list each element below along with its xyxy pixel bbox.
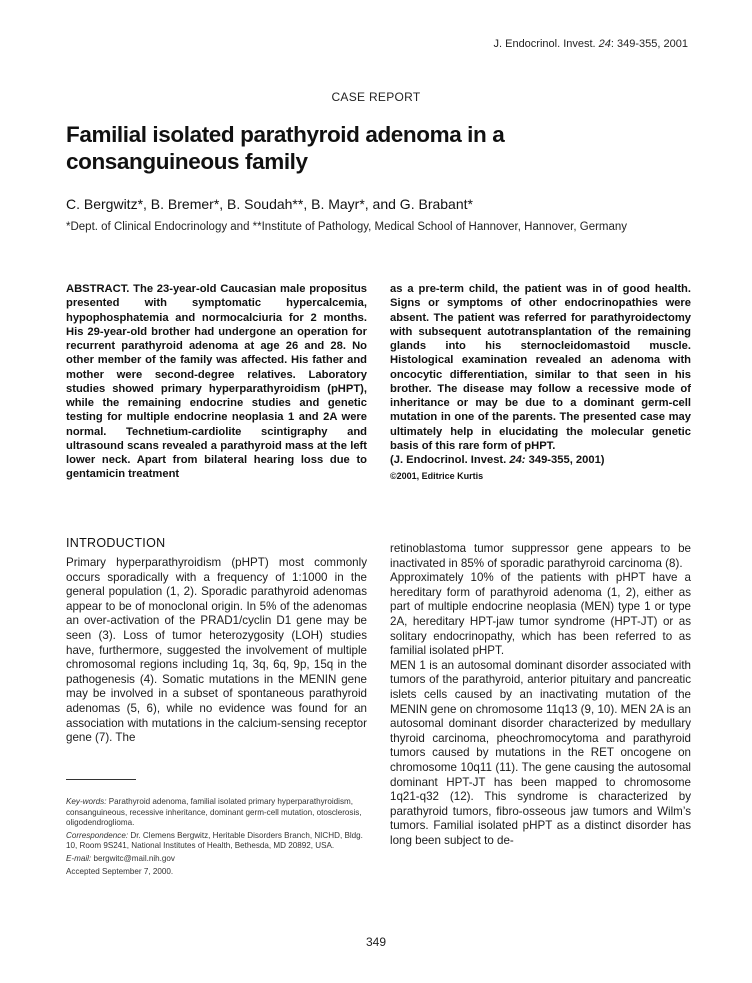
body-right-column xyxy=(390,542,691,848)
intro-paragraph-4: MEN 1 is an autosomal dominant disorder associated with tumors of the parathyroid, anterior pituitary and pancreatic islets cells caused by an inactivating mutation of the MENIN gene on chromosome 11q13 (9, 10). MEN 2A is an autosomal dominant disorder characterized by medullary thyroid carcinoma, pheochromocytoma and parathyroid tumors caused by mutations in the RET oncogene on chromosome 10q11 (11). The gene causing the autosomal dominant HPT-JT has been mapped to chromosome 1q21-q32 (12). This syndrome is characterized by parathyroid tumors, fibro-osseous jaw tumors and Wilm’s tumors. Familial isolated pHPT as a distinct disorder has long been subject to de- xyxy=(390,658,691,847)
footnote-divider xyxy=(66,779,136,780)
correspondence-note xyxy=(66,831,367,852)
journal-name: J. Endocrinol. Invest. xyxy=(493,38,596,50)
keywords-label: Key-words: xyxy=(66,797,107,806)
email-address: bergwitc@mail.nih.gov xyxy=(93,853,175,863)
intro-paragraph-2: retinoblastoma tumor suppressor gene appears to be inactivated in 85% of sporadic parathyroid carcinoma (8). xyxy=(390,542,691,570)
citation-volume: 24: xyxy=(509,454,526,466)
copyright-notice: ©2001, Editrice Kurtis xyxy=(390,471,484,482)
citation-prefix: (J. Endocrinol. Invest. xyxy=(390,454,507,466)
journal-pages-year: : 349-355, 2001 xyxy=(610,38,688,50)
correspondence-label: Correspondence: xyxy=(66,830,129,840)
article-title-line-1: Familial isolated parathyroid adenoma in a xyxy=(66,122,505,147)
page-number: 349 xyxy=(365,935,387,949)
abstract-right-column xyxy=(390,282,691,484)
email-label: E-mail: xyxy=(66,853,92,863)
keywords-text: Parathyroid adenoma, familial isolated primary hyperparathyroidism, consanguineous, recessive inheritance, dominant germ-cell mutation, otosclerosis, oligodendroglioma. xyxy=(66,797,362,828)
introduction-heading: INTRODUCTION xyxy=(66,536,166,550)
journal-reference xyxy=(494,38,689,50)
journal-volume: 24 xyxy=(598,38,611,50)
intro-paragraph-3: Approximately 10% of the patients with pHPT have a hereditary form of parathyroid adenoma (1, 2), either as part of multiple endocrine neoplasia (MEN) type 1 or type 2A, hereditary HPT-jaw tumor syndrome (HPT-JT) or as solitary endocrinopathy, which has been referred to as familial isolated pHPT. xyxy=(390,571,691,658)
email-note xyxy=(66,854,367,865)
article-type: CASE REPORT xyxy=(331,90,421,104)
footnotes xyxy=(66,797,367,879)
abstract-citation xyxy=(390,453,691,467)
keywords-note xyxy=(66,797,367,829)
body-left-column xyxy=(66,556,367,746)
abstract-label: ABSTRACT. xyxy=(66,283,130,295)
article-title xyxy=(66,121,626,175)
citation-suffix: 349-355, 2001) xyxy=(528,454,605,466)
correspondence-text: Dr. Clemens Bergwitz, Heritable Disorders Branch, NICHD, Bldg. 10, Room 9S241, National Institutes of Health, Bethesda, MD 20892, USA. xyxy=(66,830,363,851)
author-list: C. Bergwitz*, B. Bremer*, B. Soudah**, B. Mayr*, and G. Brabant* xyxy=(66,196,473,212)
abstract-text-part-1: The 23-year-old Caucasian male propositus presented with symptomatic hypercalcemia, hypophosphatemia and normocalciuria for 2 months. His 29-year-old brother had undergone an operation for recurrent parathyroid adenoma at age 26 and 28. No other member of the family was affected. His father and mother were second-degree relatives. Laboratory studies showed primary hyperparathyroidism (pHPT), while the remaining endocrine studies and genetic testing for multiple endocrine neoplasia 1 and 2A were normal. Technetium-cardiolite scintigraphy and ultrasound scans revealed a parathyroid mass at the left lower neck. Apart from bilateral hearing loss due to gentamicin treatment xyxy=(66,283,367,481)
article-title-line-2: consanguineous family xyxy=(66,149,308,174)
affiliations: *Dept. of Clinical Endocrinology and **Institute of Pathology, Medical School of Hannover, Hannover, Germany xyxy=(66,221,628,233)
intro-paragraph-1: Primary hyperparathyroidism (pHPT) most commonly occurs sporadically with a frequency of 1:1000 in the general population (1, 2). Sporadic parathyroid adenomas appear to be of monoclonal origin. In 5% of the adenomas an over-activation of the PRAD1/cyclin D1 gene may be seen (3). Loss of tumor heterozygosity (LOH) studies have, furthermore, suggested the involvement of multiple chromosomal regions including 1q, 3q, 6q, 9p, 15q in the pathogenesis (4). Somatic mutations in the MENIN gene may be involved in a subset of spontaneous parathyroid adenomas (5, 6), while no evidence was found for an association with mutations in the calcium-sensing receptor gene (7). The xyxy=(66,556,367,745)
accepted-note: Accepted September 7, 2000. xyxy=(66,866,174,876)
abstract-left-column xyxy=(66,282,367,482)
abstract-text-part-2: as a pre-term child, the patient was in of good health. Signs or symptoms of other endocrinopathies were absent. The patient was referred for parathyroidectomy with subsequent autotransplantation of the remaining glands into his sternocleidomastoid muscle. Histological examination revealed an adenoma with oncocytic differentiation, similar to that seen in his brother. The disease may follow a recessive mode of inheritance or may be due to a dominant germ-cell mutation in one of the parents. The presented case may ultimately help in elucidating the molecular genetic basis of this rare form of pHPT. xyxy=(390,283,691,452)
